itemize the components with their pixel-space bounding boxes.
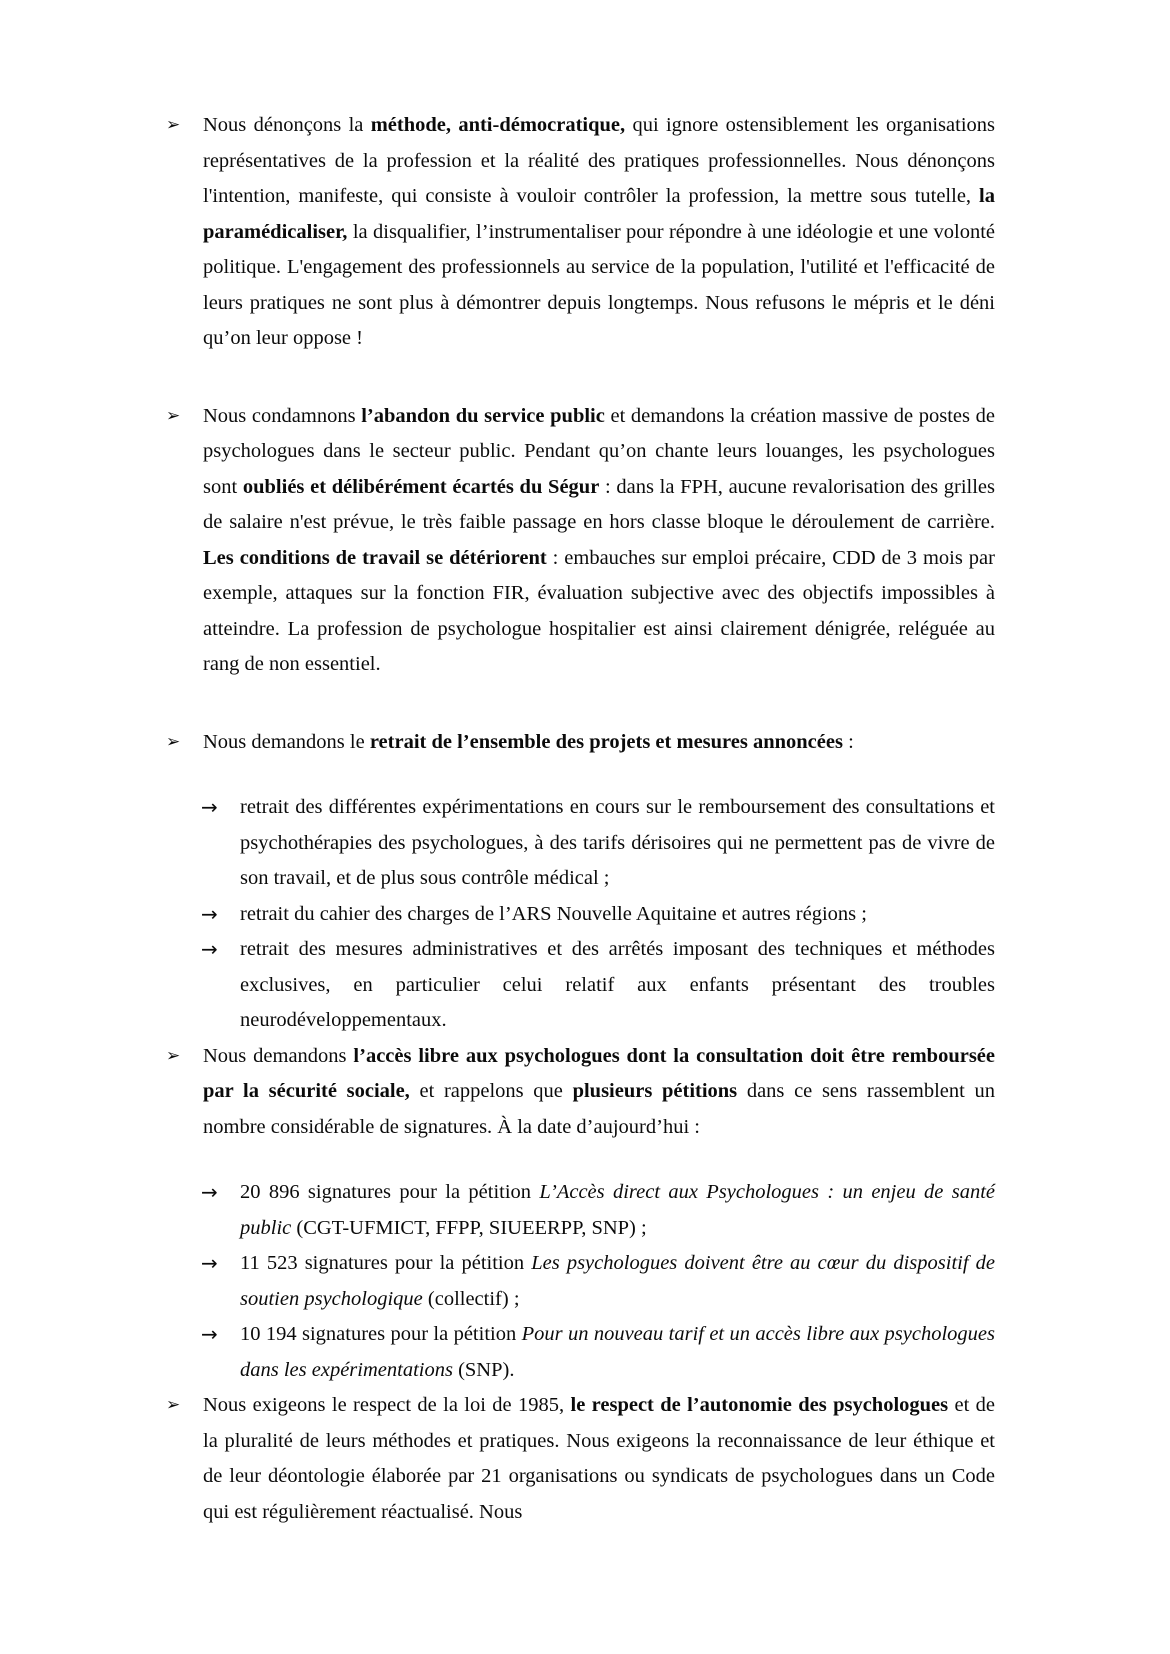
right-arrow-icon: → <box>201 1251 218 1275</box>
text-run: Nous exigeons le respect de la loi de 1985, <box>203 1394 571 1416</box>
sub-list-item <box>152 932 995 1039</box>
bullet-item <box>152 108 995 357</box>
right-arrow-icon: → <box>201 901 218 926</box>
text-run: retrait des différentes expérimentations en cours sur le remboursement des consultations et psychothérapies des psychologues, à des tarifs dérisoires qui ne permettent pas de vivre de son travail, et de plus sous contrôle médical ; <box>240 796 995 889</box>
emphasis-bold: plusieurs pétitions <box>572 1080 738 1102</box>
emphasis-bold: le respect de l’autonomie des psychologues <box>570 1394 949 1416</box>
emphasis-italic: Pour un nouveau tarif et un accès libre aux psychologues dans les expérimentations <box>240 1323 995 1381</box>
arrowhead-bullet-icon: ➢ <box>166 731 181 752</box>
bullet-item <box>152 399 995 683</box>
text-run: Nous condamnons <box>203 404 362 427</box>
emphasis-bold: la paramédicaliser, <box>203 185 995 243</box>
text-run: (CGT-UFMICT, FFPP, SIUEERPP, SNP) ; <box>291 1216 647 1239</box>
sub-list-item <box>152 1246 995 1317</box>
right-arrow-icon: → <box>201 1322 218 1346</box>
text-run: 11 523 signatures pour la pétition <box>240 1252 532 1274</box>
sub-list <box>152 790 995 1039</box>
text-run: et rappelons que <box>409 1080 573 1102</box>
arrowhead-bullet-icon: ➢ <box>166 405 181 426</box>
text-run: : embauches sur emploi précaire, CDD de 3 mois par exemple, attaques sur la fonction FIR, évaluation subjective avec des objectifs impossibles à atteindre. La profession de psychologue hospitalier est ainsi clairement dénigrée, reléguée au rang de non essentiel. <box>203 546 995 675</box>
right-arrow-icon: → <box>201 795 218 819</box>
text-run: 20 896 signatures pour la pétition <box>240 1181 540 1203</box>
emphasis-bold: Les conditions de travail se détériorent <box>203 546 547 569</box>
sub-list-item <box>152 790 995 897</box>
text-run: : <box>842 730 854 753</box>
arrowhead-bullet-icon: ➢ <box>166 1395 181 1415</box>
text-run: Nous dénonçons la <box>203 114 371 136</box>
text-run: : dans la FPH, aucune revalorisation des grilles de salaire n'est prévue, le très faible passage en hors classe bloque le déroulement de carrière. <box>203 475 995 533</box>
sub-list-item <box>152 1317 995 1388</box>
text-run: (SNP). <box>452 1358 515 1381</box>
text-run: retrait du cahier des charges de l’ARS Nouvelle Aquitaine et autres régions ; <box>240 902 867 925</box>
text-run: la disqualifier, l’instrumentaliser pour répondre à une idéologie et une volonté politique. L'engagement des professionnels au service de la population, l'utilité et l'efficacité de leurs pratiques ne sont plus à démontrer depuis longtemps. Nous refusons le mépris et le déni qu’on leur oppose ! <box>203 220 995 349</box>
emphasis-bold: l’abandon du service public <box>361 404 605 427</box>
document-body <box>152 108 995 1530</box>
bullet-item <box>152 725 995 761</box>
text-run: Nous demandons le <box>203 730 370 753</box>
emphasis-bold: oubliés et délibérément écartés du Ségur <box>242 475 600 498</box>
text-run: (collectif) ; <box>422 1287 520 1310</box>
arrowhead-bullet-icon: ➢ <box>166 1045 181 1066</box>
text-run: Nous demandons <box>203 1044 354 1067</box>
text-run: 10 194 signatures pour la pétition <box>240 1323 522 1345</box>
arrowhead-bullet-icon: ➢ <box>166 115 181 135</box>
right-arrow-icon: → <box>201 937 218 961</box>
emphasis-bold: méthode, anti-démocratique, <box>370 114 626 136</box>
text-run: et demandons la création massive de postes de psychologues dans le secteur public. Pendant qu’on chante leurs louanges, les psychologues sont <box>203 404 995 498</box>
text-run: et de la pluralité de leurs méthodes et pratiques. Nous exigeons la reconnaissance de leur éthique et de leur déontologie élaborée par 21 organisations ou syndicats de psychologues dans un Code qui est régulièrement réactualisé. Nous <box>203 1394 995 1523</box>
emphasis-italic: Les psychologues doivent être au cœur du dispositif de soutien psychologique <box>240 1252 995 1310</box>
emphasis-italic: L’Accès direct aux Psychologues : un enjeu de santé public <box>240 1181 996 1239</box>
emphasis-bold: l’accès libre aux psychologues dont la consultation doit être remboursée par la sécurité sociale, <box>203 1044 995 1102</box>
bullet-item <box>152 1388 995 1530</box>
text-run: dans ce sens rassemblent un nombre considérable de signatures. À la date d’aujourd’hui : <box>203 1080 995 1138</box>
sub-list <box>152 1175 995 1388</box>
sub-list-item <box>152 1175 995 1246</box>
sub-list-item <box>152 897 995 933</box>
right-arrow-icon: → <box>201 1180 218 1204</box>
text-run: qui ignore ostensiblement les organisations représentatives de la profession et la réalité des pratiques professionnelles. Nous dénonçons l'intention, manifeste, qui consiste à vouloir contrôler la profession, la mettre sous tutelle, <box>203 114 995 207</box>
text-run: retrait des mesures administratives et des arrêtés imposant des techniques et méthodes exclusives, en particulier celui relatif aux enfants présentant des troubles neurodéveloppementaux. <box>240 938 995 1031</box>
bullet-item <box>152 1039 995 1146</box>
emphasis-bold: retrait de l’ensemble des projets et mesures annoncées <box>369 730 843 753</box>
